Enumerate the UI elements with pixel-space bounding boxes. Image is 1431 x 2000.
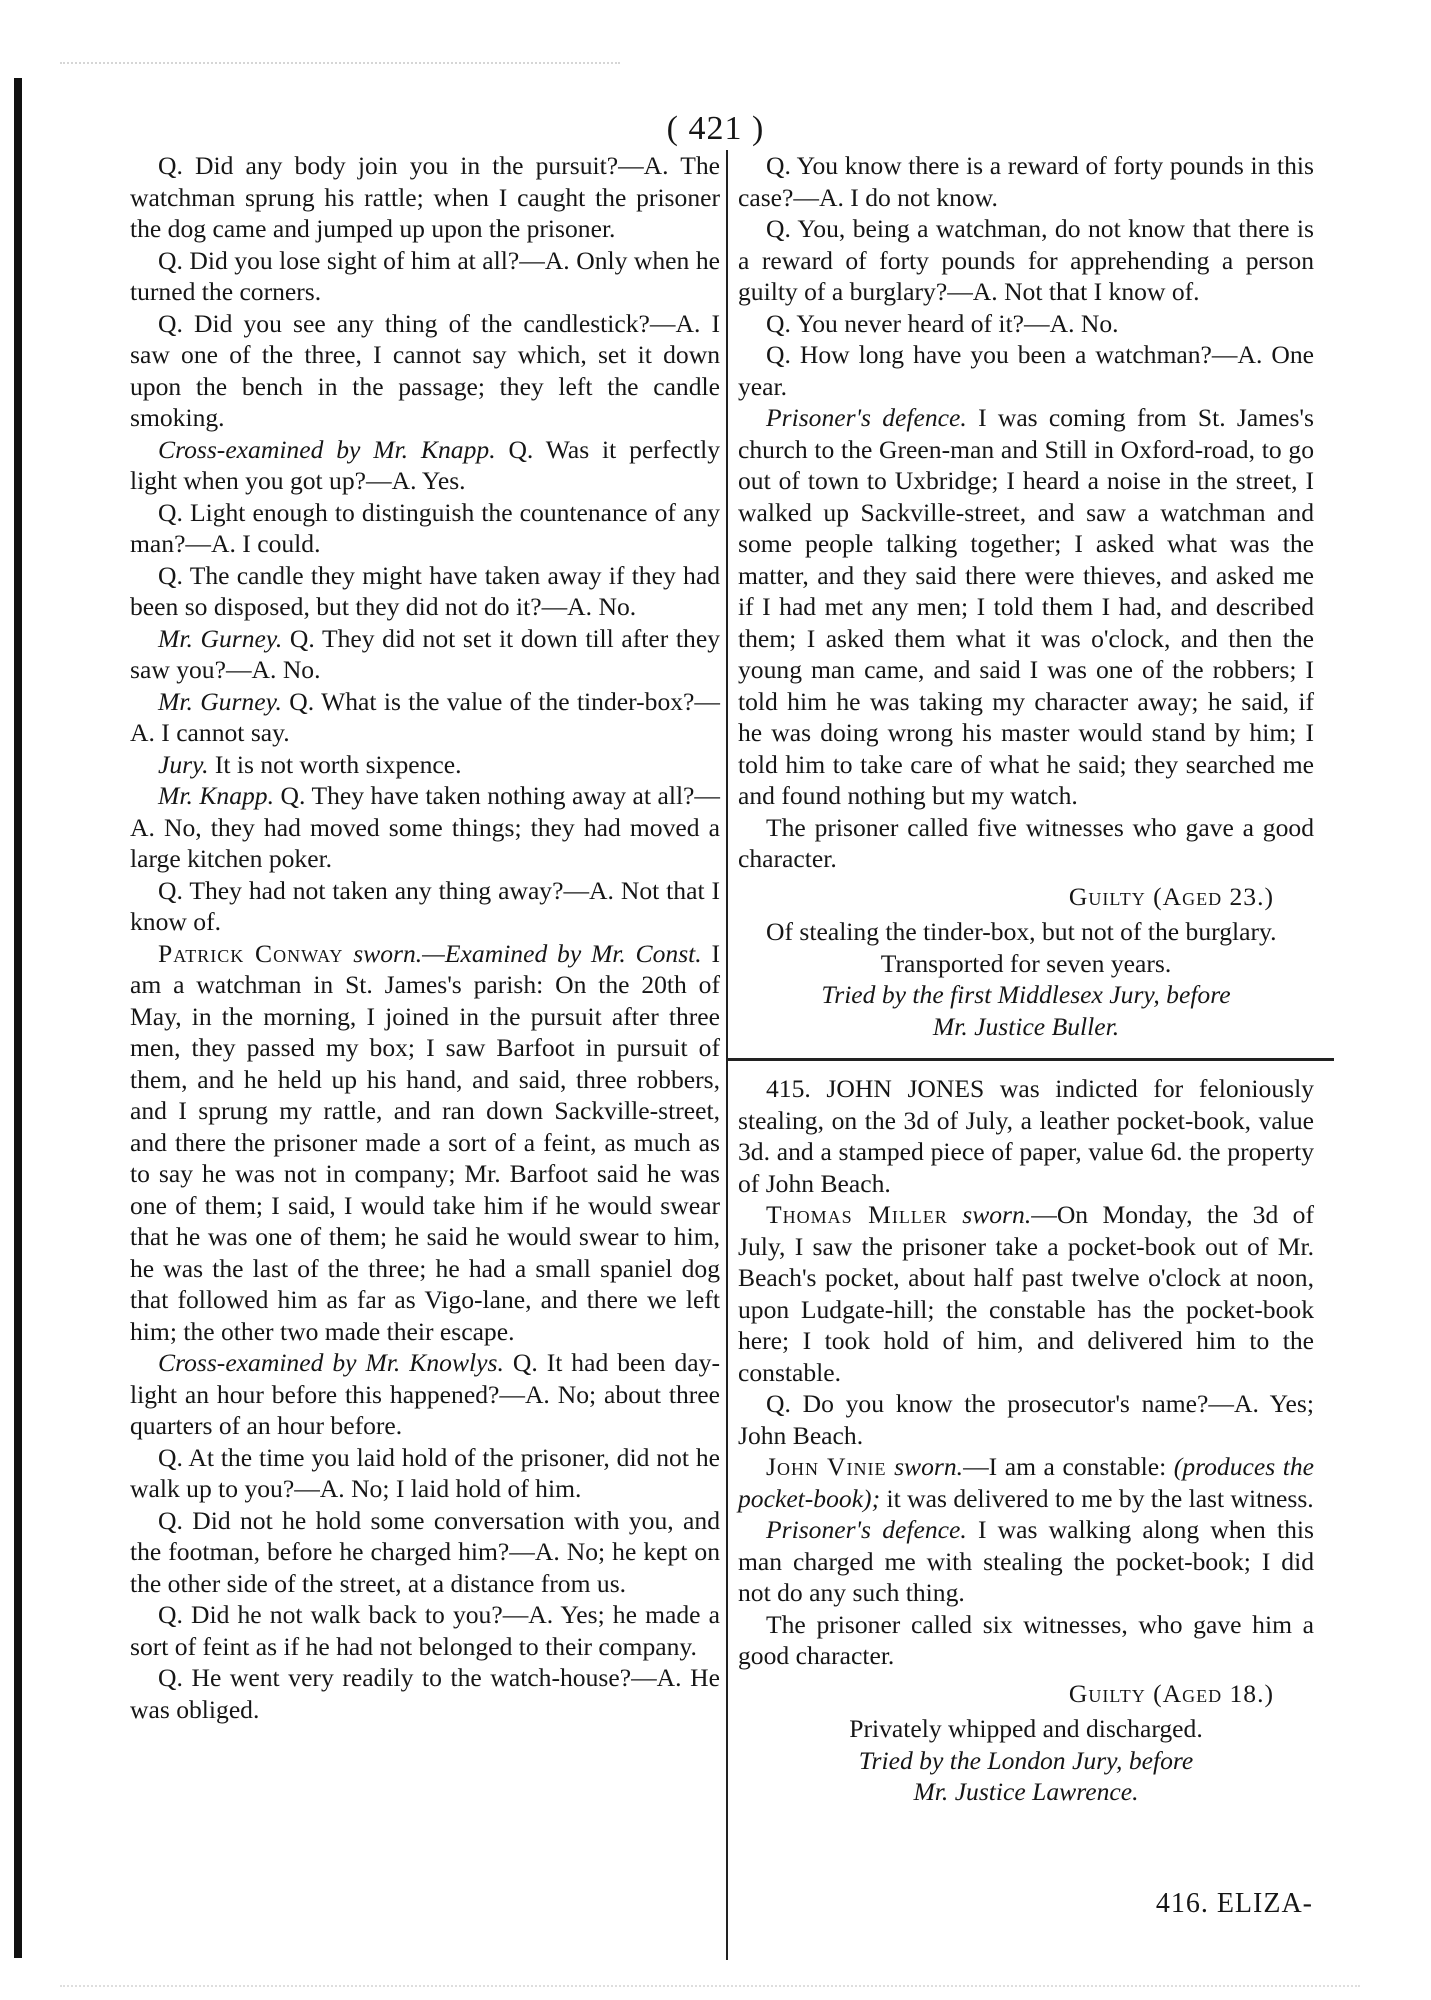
paragraph-text: —I am a constable: bbox=[963, 1452, 1167, 1481]
witness-name: John Vinie bbox=[766, 1452, 887, 1481]
paragraph bbox=[738, 402, 1314, 812]
speaker-label: Mr. Gurney. bbox=[158, 623, 283, 653]
defendant-name: JOHN JONES bbox=[826, 1074, 985, 1103]
scan-noise-bottom bbox=[60, 1985, 1360, 1991]
scan-edge-shadow bbox=[14, 78, 22, 1958]
paragraph: Q. How long have you been a watchman?—A. One year. bbox=[738, 340, 1314, 401]
paragraph: Q. Did any body join you in the pursuit?—A. The watchman sprung his rattle; when I caught the prisoner the dog came and jumped up upon the prisoner. bbox=[130, 151, 720, 243]
scan-noise-top bbox=[60, 62, 620, 70]
paragraph: Q. Light enough to distinguish the countenance of any man?—A. I could. bbox=[130, 497, 720, 558]
paragraph: Q. You, being a watchman, do not know that there is a reward of forty pounds for apprehending a person guilty of a burglary?—A. Not that I know of. bbox=[738, 214, 1314, 306]
paragraph: Q. Did he not walk back to you?—A. Yes; he made a sort of feint as if he had not belonged to their company. bbox=[130, 1600, 720, 1661]
page-number: ( 421 ) bbox=[666, 110, 765, 147]
paragraph: Q. Did you lose sight of him at all?—A. Only when he turned the corners. bbox=[130, 245, 720, 306]
paragraph bbox=[130, 686, 720, 749]
right-column bbox=[738, 150, 1314, 1808]
paragraph: Q. Did not he hold some conversation with you, and the footman, before he charged him?—A. No; he kept on the other side of the street, at a distance from us. bbox=[130, 1505, 720, 1598]
speaker-label: Prisoner's defence. bbox=[766, 403, 967, 432]
verdict: Guilty (Aged 23.) bbox=[1068, 881, 1274, 911]
paragraph: The prisoner called five witnesses who gave a good character. bbox=[738, 812, 1314, 873]
left-column bbox=[130, 150, 720, 1725]
speaker-label: Mr. Knapp. bbox=[158, 781, 275, 810]
paragraph bbox=[130, 434, 720, 497]
catchword: 416. ELIZA- bbox=[1155, 1888, 1313, 1919]
paragraph: Q. Do you know the prosecutor's name?—A. Yes; John Beach. bbox=[738, 1389, 1314, 1450]
paragraph-text: I am a watchman in St. James's parish: On the 20th of May, in the morning, I joined in the pursuit after three men, they passed my box; I saw Barfoot in pursuit of them, and he held up his hand, and said, three robbers, and I sprung my rattle, and ran down Sackville-street, and there the prisoner made a sort of a feint, as much as to say he was not in company; Mr. Barfoot said he was one of them; I said, I would take him if he would swear that he was one of them; he said he would swear to him, he was the last of the three; he had a small spaniel dog that followed him as far as Vigo-lane, and there we left him; the other two made their escape. bbox=[130, 938, 720, 1346]
speaker-label: Prisoner's defence. bbox=[766, 1515, 967, 1544]
paragraph-text: I was coming from St. James's church to the Green-man and Still in Oxford-road, to go out of town to Uxbridge; I heard a noise in the street, I walked up Sackville-street, and saw a watchman and some people talking together; I asked what was the matter, and they said there were thieves, and asked me if I had met any men; I told them I had, and described them; I asked them what it was o'clock, and then the young man came, and said I was one of the robbers; I told him he was taking my character away; he said, if he was doing wrong his master would stand by him; I told him to take care of what he said; they searched me and found nothing but my watch. bbox=[738, 403, 1315, 810]
paragraph-text: it was delivered to me by the last witness. bbox=[886, 1483, 1314, 1513]
tried-by-line: Tried by the first Middlesex Jury, before bbox=[821, 980, 1231, 1009]
paragraph-text: —On Monday, the 3d of July, I saw the prisoner take a pocket-book out of Mr. Beach's pocket, about half past twelve o'clock at noon, upon Ludgate-hill; the constable has the pocket-book here; I took hold of him, and delivered him to the constable. bbox=[738, 1200, 1314, 1387]
paragraph: Of stealing the tinder-box, but not of the burglary. bbox=[766, 917, 1277, 946]
paragraph bbox=[738, 1514, 1314, 1609]
case-divider-rule bbox=[728, 1058, 1334, 1061]
judge-line: Mr. Justice Lawrence. bbox=[913, 1777, 1139, 1806]
paragraph bbox=[738, 1199, 1314, 1388]
paragraph-text: I was walking along when this man charged me with stealing the pocket-book; I did not do any such thing. bbox=[738, 1515, 1314, 1607]
paragraph: Q. The candle they might have taken away if they had been so disposed, but they did not do it?—A. No. bbox=[130, 560, 720, 621]
paragraph-text-italic: (produces the pocket-book); bbox=[738, 1452, 1315, 1513]
paragraph: Q. He went very readily to the watch-house?—A. He was obliged. bbox=[130, 1663, 720, 1724]
speaker-label: sworn. bbox=[894, 1452, 964, 1481]
paragraph: Q. You never heard of it?—A. No. bbox=[766, 308, 1119, 338]
paragraph: Q. At the time you laid hold of the prisoner, did not he walk up to you?—A. No; I laid hold of him. bbox=[130, 1442, 720, 1503]
paragraph bbox=[130, 780, 720, 875]
speaker-label: Mr. Gurney. bbox=[158, 686, 282, 716]
case-number: 415. bbox=[766, 1074, 811, 1103]
paragraph bbox=[130, 938, 720, 1348]
speaker-label: sworn.—Examined by Mr. Const. bbox=[353, 938, 702, 968]
paragraph: The prisoner called six witnesses, who gave him a good character. bbox=[738, 1609, 1314, 1670]
sentence: Transported for seven years. bbox=[880, 948, 1172, 978]
paragraph: Q. They had not taken any thing away?—A. Not that I know of. bbox=[130, 875, 720, 936]
paragraph bbox=[738, 1451, 1314, 1514]
speaker-label: sworn. bbox=[962, 1200, 1032, 1229]
paragraph bbox=[130, 749, 720, 781]
tried-by-line: Tried by the London Jury, before bbox=[858, 1745, 1194, 1775]
paragraph-text: was indicted for feloniously stealing, on the 3d of July, a leather pocket-book, value 3d. and a stamped piece of paper, value 6d. the property of John Beach. bbox=[738, 1074, 1314, 1198]
case-heading bbox=[738, 1073, 1314, 1199]
paragraph bbox=[130, 1347, 720, 1442]
paragraph-text: Q. Was it perfectly light when you got up?—A. Yes. bbox=[130, 434, 721, 495]
paragraph-text: Q. It had been day-light an hour before this happened?—A. No; about three quarters of an hour before. bbox=[130, 1348, 720, 1440]
column-divider bbox=[726, 150, 728, 1960]
judge-line: Mr. Justice Buller. bbox=[932, 1011, 1120, 1041]
paragraph-text: It is not worth sixpence. bbox=[214, 749, 462, 779]
speaker-label: Cross-examined by Mr. Knapp. bbox=[158, 434, 496, 464]
paragraph-text: Q. They have taken nothing away at all?—A. No, they had moved some things; they had moved a large kitchen poker. bbox=[130, 781, 721, 873]
witness-name: Thomas Miller bbox=[766, 1200, 948, 1229]
speaker-label: Cross-examined by Mr. Knowlys. bbox=[158, 1348, 504, 1377]
witness-name: Patrick Conway bbox=[158, 938, 344, 968]
sentence: Privately whipped and discharged. bbox=[849, 1714, 1203, 1743]
paragraph-text: Q. They did not set it down till after they saw you?—A. No. bbox=[130, 623, 720, 684]
paragraph-text: Q. What is the value of the tinder-box?—A. I cannot say. bbox=[130, 686, 720, 747]
paragraph: Q. Did you see any thing of the candlestick?—A. I saw one of the three, I cannot say which, set it down upon the bench in the passage; they left the candle smoking. bbox=[130, 308, 720, 432]
paragraph bbox=[130, 623, 720, 686]
verdict: Guilty (Aged 18.) bbox=[1068, 1678, 1274, 1708]
speaker-label: Jury. bbox=[158, 749, 209, 779]
paragraph: Q. You know there is a reward of forty pounds in this case?—A. I do not know. bbox=[738, 151, 1314, 212]
